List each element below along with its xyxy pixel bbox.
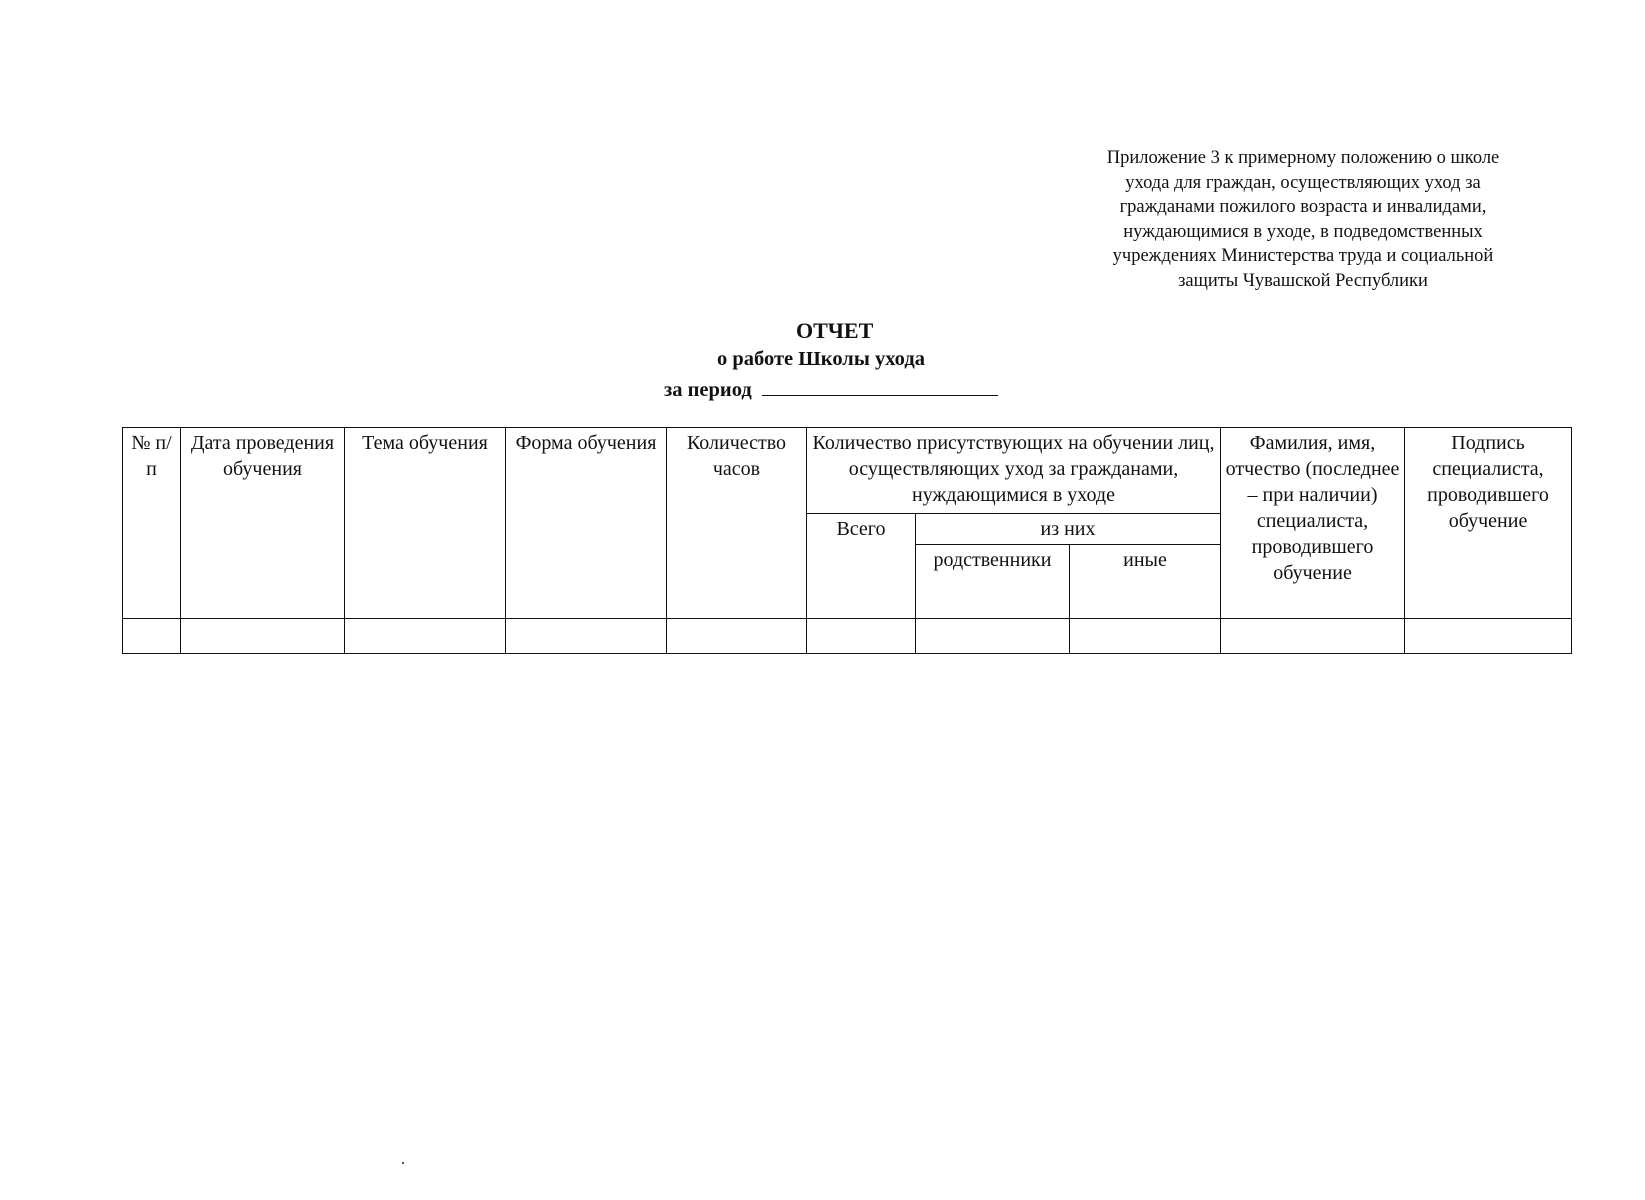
table-cell[interactable]: [1405, 619, 1572, 654]
appendix-line: Приложение 3 к примерному положению о школе: [1106, 148, 1500, 168]
header-hours: Количество часов: [667, 428, 807, 619]
table-cell[interactable]: [807, 619, 916, 654]
report-subtitle: о работе Школы ухода: [717, 348, 925, 370]
header-num: № п/п: [123, 428, 181, 619]
table-cell[interactable]: [667, 619, 807, 654]
stray-mark: [402, 1162, 404, 1164]
table-cell[interactable]: [345, 619, 506, 654]
appendix-line: защиты Чувашской Республики: [1178, 270, 1428, 291]
header-attendees: Количество присутствующих на обучении лиц, осуществляющих уход за гражданами, нуждающимися в уходе: [807, 428, 1221, 514]
header-of-them: из них: [916, 514, 1221, 545]
period-label: за период: [664, 379, 752, 401]
table-cell[interactable]: [916, 619, 1070, 654]
table-cell[interactable]: [506, 619, 667, 654]
table-cell[interactable]: [1070, 619, 1221, 654]
table-cell[interactable]: [123, 619, 181, 654]
header-date: Дата проведения обучения: [181, 428, 345, 619]
appendix-line: ухода для граждан, осуществляющих уход за: [1125, 172, 1481, 193]
appendix-line: нуждающимися в уходе, в подведомственных: [1123, 221, 1483, 242]
header-total: Всего: [807, 514, 916, 619]
header-others: иные: [1070, 545, 1221, 619]
header-specialist-name: Фамилия, имя, отчество (последнее – при наличии) специалиста, проводившего обучение: [1221, 428, 1405, 619]
appendix-note: [1058, 146, 1548, 293]
header-signature: Подпись специалиста, проводившего обучение: [1405, 428, 1572, 619]
table-cell[interactable]: [1221, 619, 1405, 654]
header-form: Форма обучения: [506, 428, 667, 619]
appendix-line: гражданами пожилого возраста и инвалидами,: [1119, 197, 1487, 217]
report-period: [664, 375, 998, 402]
report-table: [122, 427, 1572, 654]
header-topic: Тема обучения: [345, 428, 506, 619]
appendix-line: учреждениях Министерства труда и социальной: [1112, 246, 1494, 266]
header-relatives: родственники: [916, 545, 1070, 619]
table-row: [123, 619, 1572, 654]
table-cell[interactable]: [181, 619, 345, 654]
report-title: ОТЧЕТ: [796, 318, 874, 343]
period-blank-line: [762, 375, 998, 396]
